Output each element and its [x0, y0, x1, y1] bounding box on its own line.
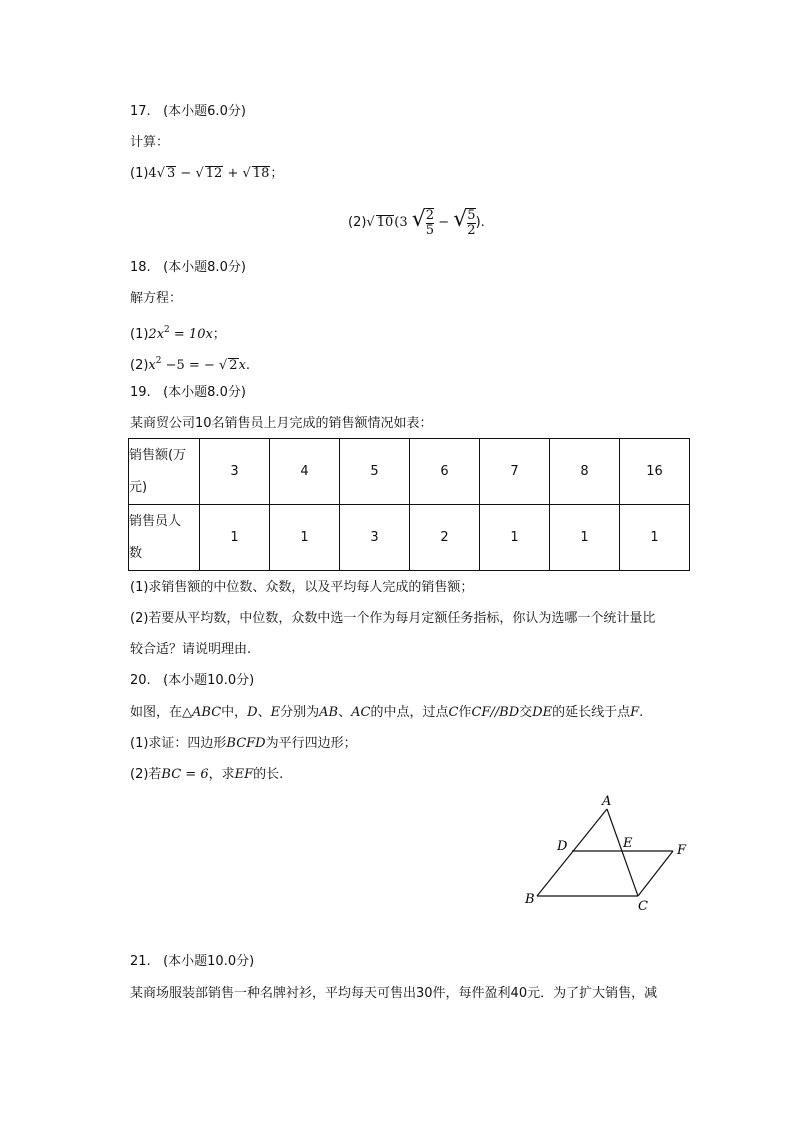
q17-part1-radicand1: 3: [167, 166, 176, 181]
table-row: [129, 505, 690, 571]
table-cell: 1: [200, 505, 270, 571]
q21-number: 21.: [130, 954, 151, 969]
label-d: D: [557, 839, 568, 854]
q18-part1-end: ；: [212, 327, 226, 342]
q17-number: 17.: [130, 104, 151, 119]
q20-text: 的延长线于点: [552, 705, 631, 720]
q20-point: C: [448, 705, 459, 720]
q20-segment: DE: [532, 705, 553, 720]
table-cell: 3: [200, 439, 270, 505]
q17-part2: (2)√ 10(3 √ $\frac{2}{5}$ − √ $\frac{5}{2}$ ).: [348, 207, 485, 238]
q19-part1: (1)求销售额的中位数、众数，以及平均每人完成的销售额；: [130, 580, 474, 595]
q17-header: [130, 104, 246, 120]
q18-part2-mid: −5 = −: [161, 358, 215, 373]
q20-triangle: △ABC: [182, 705, 222, 720]
q20-segment: EF: [234, 767, 254, 782]
table-cell: 16: [620, 439, 690, 505]
q20-header: [130, 673, 254, 689]
table-cell: 6: [410, 439, 480, 505]
q17-part2-frac1: $\frac{2}{5}$: [425, 207, 435, 238]
q17-part1-label: (1): [130, 166, 149, 181]
table-cell: 4: [270, 439, 340, 505]
header-line: 销售额(万: [129, 447, 187, 463]
q19-number: 19.: [130, 385, 151, 400]
table-cell: 8: [550, 439, 620, 505]
q17-part1-radicand2: 12: [205, 166, 223, 181]
table-cell: 3: [340, 505, 410, 571]
label-a: A: [602, 794, 612, 809]
q21-header: [130, 954, 254, 970]
q20-text: 作: [458, 705, 472, 720]
q20-text: 、: [338, 705, 352, 720]
q19-part2-line2: 较合适？请说明理由.: [130, 642, 252, 657]
label-f: F: [677, 843, 687, 858]
q20-segment: AC: [351, 705, 371, 720]
table-row-header: [129, 439, 200, 505]
q20-prompt: [130, 705, 643, 721]
q19-header: [130, 385, 246, 401]
q18-part2-label: (2): [130, 358, 149, 373]
q20-text: .: [639, 705, 644, 720]
q20-given: BC = 6: [161, 767, 209, 782]
q20-part2: [130, 767, 283, 783]
q19-prompt: 某商贸公司10名销售员上月完成的销售额情况如表：: [130, 416, 433, 431]
q18-score: (本小题8.0分): [163, 260, 246, 275]
q18-number: 18.: [130, 260, 151, 275]
q17-part1-op1: −: [180, 166, 192, 181]
q20-parallel: CF//BD: [471, 705, 520, 720]
q20-text: 的中点，过点: [370, 705, 449, 720]
q18-part2-end: .: [245, 358, 251, 373]
table-cell: 1: [480, 505, 550, 571]
q20-text: 中，: [221, 705, 248, 720]
q17-part2-op: −: [438, 215, 450, 230]
q17-part1-op2: +: [227, 166, 239, 181]
q20-text: 如图，在: [130, 705, 183, 720]
q20-segment: AB: [319, 705, 339, 720]
q20-part1: [130, 736, 357, 752]
q20-score: (本小题10.0分): [163, 673, 255, 688]
q20-point: F: [630, 705, 640, 720]
table-cell: 2: [410, 505, 480, 571]
q20-part1-text: 为平行四边形；: [265, 736, 357, 751]
q18-header: [130, 260, 246, 276]
q18-part2-radicand: 2: [229, 358, 238, 373]
q17-part2-open: (3: [394, 215, 408, 230]
q17-part1-coef: 4: [148, 166, 157, 181]
q18-part1-exp: 2: [164, 325, 170, 335]
header-line: 销售员人: [129, 513, 182, 529]
q20-part2-text: 的长.: [253, 767, 284, 782]
q20-quadrilateral: BCFD: [226, 736, 266, 751]
q21-score: (本小题10.0分): [163, 954, 255, 969]
q20-text: 、: [257, 705, 271, 720]
q19-part2-line1: (2)若要从平均数，中位数，众数中选一个作为每月定额任务指标，你认为选哪一个统计量比: [130, 611, 656, 626]
q20-text: 分别为: [280, 705, 320, 720]
q21-text: 某商场服装部销售一种名牌衬衫，平均每天可售出30件，每件盈利40元．为了扩大销售，减: [130, 986, 658, 1001]
q17-part2-frac2: $\frac{5}{2}$: [467, 207, 476, 238]
q20-point: D: [247, 705, 258, 720]
header-line: 数: [129, 545, 143, 561]
segment-ac: [607, 809, 638, 896]
q17-score: (本小题6.0分): [163, 104, 246, 119]
table-cell: 1: [270, 505, 340, 571]
table-cell: 5: [340, 439, 410, 505]
sales-table: [128, 438, 690, 571]
q17-part1-end: ；: [270, 166, 284, 181]
table-cell: 7: [480, 439, 550, 505]
q18-part2: $(2)x^2 -5$ = − √ 2x.: [130, 356, 251, 373]
q20-part2-text: (2)若: [130, 767, 162, 782]
q17-part1: (1)4√ 3 − √ 12 + √ 18；: [130, 166, 284, 181]
q20-part1-text: (1)求证：四边形: [130, 736, 227, 751]
q18-part1-lhs: 2x: [148, 327, 165, 342]
label-b: B: [525, 892, 535, 907]
q18-part2-var: x: [238, 358, 246, 373]
q17-part2-label: (2): [348, 215, 367, 230]
segment-ab: [537, 809, 607, 896]
q17-prompt: 计算：: [130, 135, 170, 150]
label-c: C: [638, 899, 648, 914]
q20-part2-text: ，求: [208, 767, 235, 782]
table-row-header: [129, 505, 200, 571]
q18-part1-rhs: = 10x: [169, 327, 213, 342]
geometry-figure: [515, 790, 705, 915]
q17-part2-end: ).: [475, 215, 485, 230]
q18-part1-label: (1): [130, 327, 149, 342]
table-row: [129, 439, 690, 505]
q20-text: 交: [519, 705, 533, 720]
q18-prompt: 解方程：: [130, 291, 183, 306]
q19-score: (本小题8.0分): [163, 385, 246, 400]
header-line: 元): [129, 479, 148, 495]
q20-number: 20.: [130, 673, 151, 688]
q17-part2-radicand: 10: [376, 215, 394, 230]
label-e: E: [623, 836, 633, 851]
q18-part1: [130, 322, 226, 343]
q17-part1-radicand3: 18: [252, 166, 270, 181]
table-cell: 1: [550, 505, 620, 571]
segment-cf: [638, 851, 673, 896]
table-cell: 1: [620, 505, 690, 571]
q18-part2-lhs: x: [148, 358, 156, 373]
q20-point: E: [270, 705, 281, 720]
q18-part2-exp: 2: [155, 356, 162, 366]
